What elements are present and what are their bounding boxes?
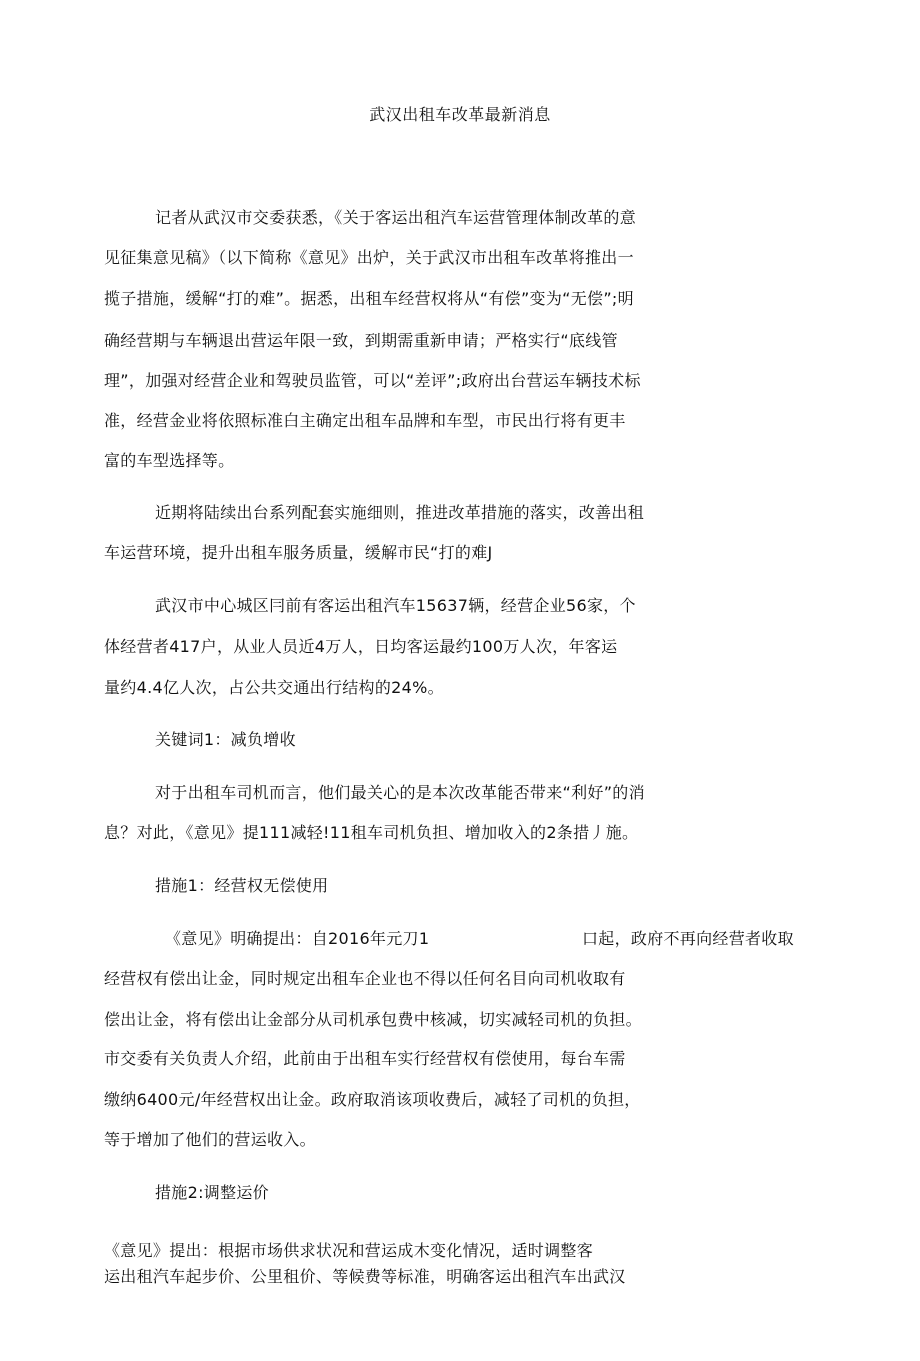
paragraph-line: 偿出让金，将有偿出让金部分从司机承包费中核减，切实减轻司机的负担。 [104,1010,642,1029]
paragraph-line: 《意见》提出：根据市场供求状况和营运成木变化情况，适时调整客 [104,1241,594,1260]
paragraph-line: 体经营者417户，从业人员近4万人，日均客运最约100万人次，年客运 [104,637,618,656]
paragraph-line: 息？对此，《意见》提111减轻!11租车司机负担、增加收入的2条措丿施。 [104,823,639,842]
paragraph-line: 武汉市中心城区冃前有客运出租汽车15637辆，经营企业56家，个 [155,596,636,615]
paragraph-line: 车运营环境，提升出租车服务质量，缓解市民“打的难J [104,543,493,562]
paragraph-line: 准，经营金业将依照标准白主确定出租车品牌和车型，市民出行将有更丰 [104,411,626,430]
paragraph-line: 记者从武汉市交委获悉，《关于客运出租汽车运营管理体制改革的意 [155,208,637,227]
paragraph-line: 富的车型选择等。 [104,451,235,470]
paragraph-line: 量约4.4亿人次，占公共交通出行结构的24%。 [104,678,444,697]
paragraph-line: 口起，政府不再向经营者收取 [582,929,794,948]
paragraph-line: 近期将陆续出台系列配套实施细则，推进改革措施的落实，改善出租 [155,503,645,522]
section-heading: 措施1：经营权无偿使用 [155,876,329,895]
paragraph-line: 市交委有关负责人介绍，此前由于出租车实行经营权有偿使用，每台车需 [104,1049,626,1068]
paragraph-line: 理”，加强对经营企业和驾驶员监管，可以“差评”;政府出台营运车辆技术标 [104,371,641,390]
paragraph-line: 缴纳6400元/年经营权出让金。政府取消该项收费后，减轻了司机的负担， [104,1090,641,1109]
paragraph-line: 确经营期与车辆退出营运年限一致，到期需重新申请；严格实行“底线管 [104,331,618,350]
paragraph-line: 运出租汽车起步价、公里租价、等候费等标准，明确客运出租汽车出武汉 [104,1267,626,1286]
paragraph-line: 《意见》明确提出：自2016年元刀1 [165,929,430,948]
section-heading: 措施2:调整运价 [155,1183,269,1202]
paragraph-line: 揽子措施，缓解“打的难”。据悉，出租车经营权将从“有偿”变为“无偿”;明 [104,289,634,308]
paragraph-line: 等于增加了他们的营运收入。 [104,1130,316,1149]
paragraph-line: 经营权有偿出让金，同时规定出租车企业也不得以任何名目向司机收取有 [104,969,626,988]
paragraph-line: 对于出租车司机而言，他们最关心的是本次改革能否带来“利好”的消 [155,783,645,802]
section-heading: 关键词1：减负增收 [155,730,296,749]
paragraph-line: 见征集意见稿》（以下简称《意见》出炉，关于武汉市出租车改革将推出一 [104,248,634,267]
document-title: 武汉出租车改革最新消息 [369,105,551,124]
